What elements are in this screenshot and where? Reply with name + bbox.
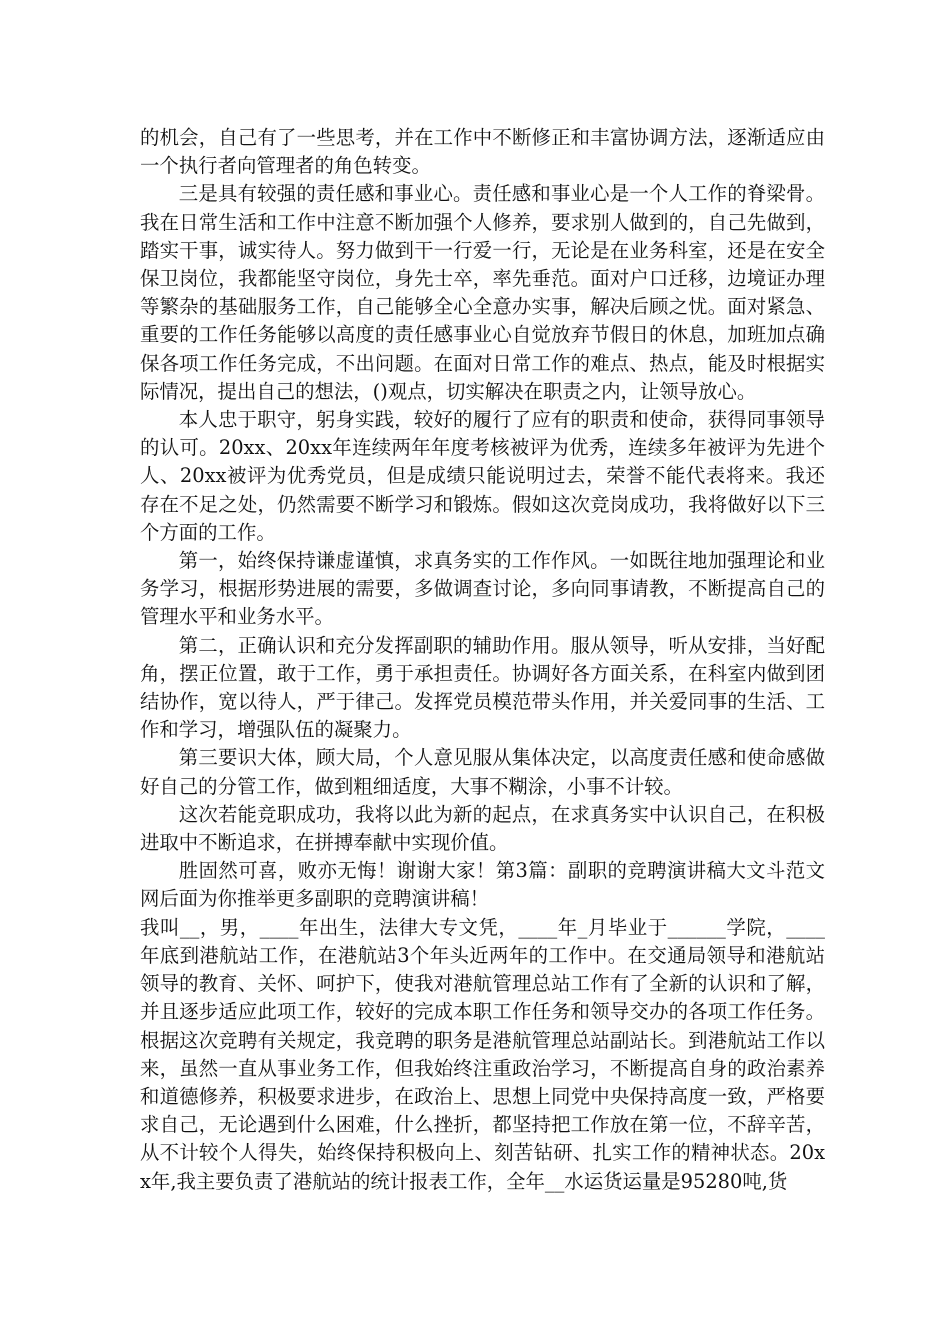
paragraph-third-article: 我叫__，男，____年出生，法律大专文凭，____年_月毕业于______学院，____年底到港航站工作，在港航站3个年头近两年的工作中。在交通局领导和港航站领导的教育、关怀、呵护下，使我对港航管理总站工作有了全新的认识和了解，并且逐步适应此项工作，较好的完成本职工作任务和领导交办的各项工作任务。根据这次竞聘有关规定，我竞聘的职务是港航管理总站副站长。到港航站工作以来，虽然一直从事业务工作，但我始终注重政治学习，不断提高自身的政治素养和道德修养，积极要求进步，在政治上、思想上同党中央保持高度一致，严格要求自己，无论遇到什么困难，什么挫折，都坚持把工作放在第一位，不辞辛苦，从不计较个人得失，始终保持积极向上、刻苦钻研、扎实工作的精神状态。20xx年,我主要负责了港航站的统计报表工作，全年__水运货运量是95280吨,货 (140, 915, 825, 1193)
paragraph-closing: 胜固然可喜，败亦无悔！谢谢大家！第3篇：副职的竞聘演讲稿大文斗范文网后面为你推举更多副职的竞聘演讲稿！ (140, 859, 825, 911)
paragraph-responsibility: 三是具有较强的责任感和事业心。责任感和事业心是一个人工作的脊梁骨。我在日常生活和工作中注意不断加强个人修养，要求别人做到的，自己先做到，踏实干事，诚实待人。努力做到干一行爱一行，无论是在业务科室，还是在安全保卫岗位，我都能坚守岗位，身先士卒，率先垂范。面对户口迁移，边境证办理等繁杂的基础服务工作，自己能够全心全意办实事，解决后顾之忧。面对紧急、重要的工作任务能够以高度的责任感事业心自觉放弃节假日的休息，加班加点确保各项工作任务完成，不出问题。在面对日常工作的难点、热点，能及时根据实际情况，提出自己的想法，()观点，切实解决在职责之内，让领导放心。 (140, 182, 825, 403)
document-body (140, 124, 825, 1196)
paragraph-first-point: 第一，始终保持谦虚谨慎，求真务实的工作作风。一如既往地加强理论和业务学习，根据形势进展的需要，多做调查讨论，多向同事请教，不断提高自己的管理水平和业务水平。 (140, 549, 825, 629)
paragraph-achievements: 本人忠于职守，躬身实践，较好的履行了应有的职责和使命，获得同事领导的认可。20xx、20xx年连续两年年度考核被评为优秀，连续多年被评为先进个人、20xx被评为优秀党员，但是成绩只能说明过去，荣誉不能代表将来。我还存在不足之处，仍然需要不断学习和锻炼。假如这次竞岗成功，我将做好以下三个方面的工作。 (140, 408, 825, 544)
paragraph-third-point: 第三要识大体，顾大局，个人意见服从集体决定，以高度责任感和使命感做好自己的分管工作，做到粗细适度，大事不糊涂，小事不计较。 (140, 746, 825, 798)
paragraph-second-point: 第二，正确认识和充分发挥副职的辅助作用。服从领导，听从安排，当好配角，摆正位置，敢于工作，勇于承担责任。协调好各方面关系，在科室内做到团结协作，宽以待人，严于律己。发挥党员模范带头作用，并关爱同事的生活、工作和学习，增强队伍的凝聚力。 (140, 633, 825, 742)
paragraph-new-start: 这次若能竞职成功，我将以此为新的起点，在求真务实中认识自己，在积极进取中不断追求，在拼搏奉献中实现价值。 (140, 802, 825, 855)
paragraph-continuation: 的机会，自己有了一些思考，并在工作中不断修正和丰富协调方法，逐渐适应由一个执行者向管理者的角色转变。 (140, 126, 825, 178)
